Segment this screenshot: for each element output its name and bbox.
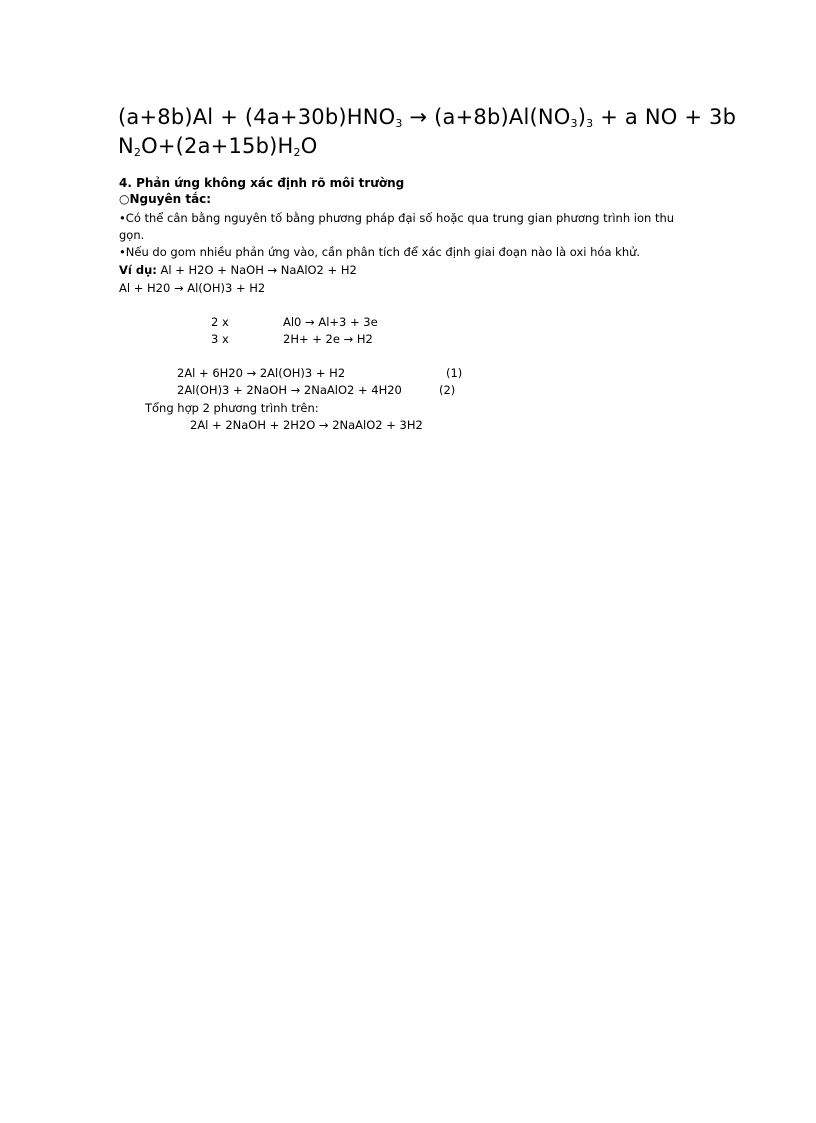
summary-label: Tổng hợp 2 phương trình trên: xyxy=(145,401,319,415)
example-label: Ví dụ: xyxy=(119,263,157,277)
reaction-1: 2Al + 6H20 → 2Al(OH)3 + H2 xyxy=(177,366,346,380)
equation-2: Al + H20 → Al(OH)3 + H2 xyxy=(119,281,266,295)
bullet-1-line-2: gọn. xyxy=(119,228,145,242)
half-reaction-eq-1: Al0 → Al+3 + 3e xyxy=(283,315,378,329)
reaction-2-number: (2) xyxy=(439,383,456,397)
eq-text: O xyxy=(300,134,318,158)
eq-text: ) xyxy=(577,105,587,129)
bullet-2: •Nếu do gom nhiều phản ứng vào, cần phân tích để xác định giai đoạn nào là oxi hóa khử. xyxy=(119,245,641,259)
eq-text: N xyxy=(118,134,134,158)
section-heading: 4. Phản ứng không xác định rõ môi trường xyxy=(119,176,405,190)
big-equation-line-2 xyxy=(118,133,317,166)
rule-title: ○Nguyên tắc: xyxy=(119,192,212,206)
half-reaction-coef-1: 2 x xyxy=(211,315,229,329)
eq-text: (a+8b)Al + (4a+30b)HNO xyxy=(118,105,396,129)
subscript: 2 xyxy=(293,146,301,159)
subscript: 3 xyxy=(586,117,594,130)
reaction-1-number: (1) xyxy=(446,366,463,380)
subscript: 2 xyxy=(133,146,142,159)
reaction-2: 2Al(OH)3 + 2NaOH → 2NaAlO2 + 4H20 xyxy=(177,383,402,397)
half-reaction-eq-2: 2H+ + 2e → H2 xyxy=(283,332,373,346)
subscript: 3 xyxy=(395,117,403,130)
bullet-1-line-1: •Có thể cân bằng nguyên tố bằng phương pháp đại số hoặc qua trung gian phương trình ion thu xyxy=(119,211,675,225)
example-equation: Al + H2O + NaOH → NaAlO2 + H2 xyxy=(156,263,357,277)
example-line xyxy=(119,263,357,278)
eq-text: O+(2a+15b)H xyxy=(141,134,294,158)
half-reaction-coef-2: 3 x xyxy=(211,332,229,346)
eq-text: + a NO + 3b xyxy=(593,105,737,129)
summary-equation: 2Al + 2NaOH + 2H2O → 2NaAlO2 + 3H2 xyxy=(190,418,423,432)
eq-text: → (a+8b)Al(NO xyxy=(402,105,571,129)
subscript: 3 xyxy=(570,117,578,130)
